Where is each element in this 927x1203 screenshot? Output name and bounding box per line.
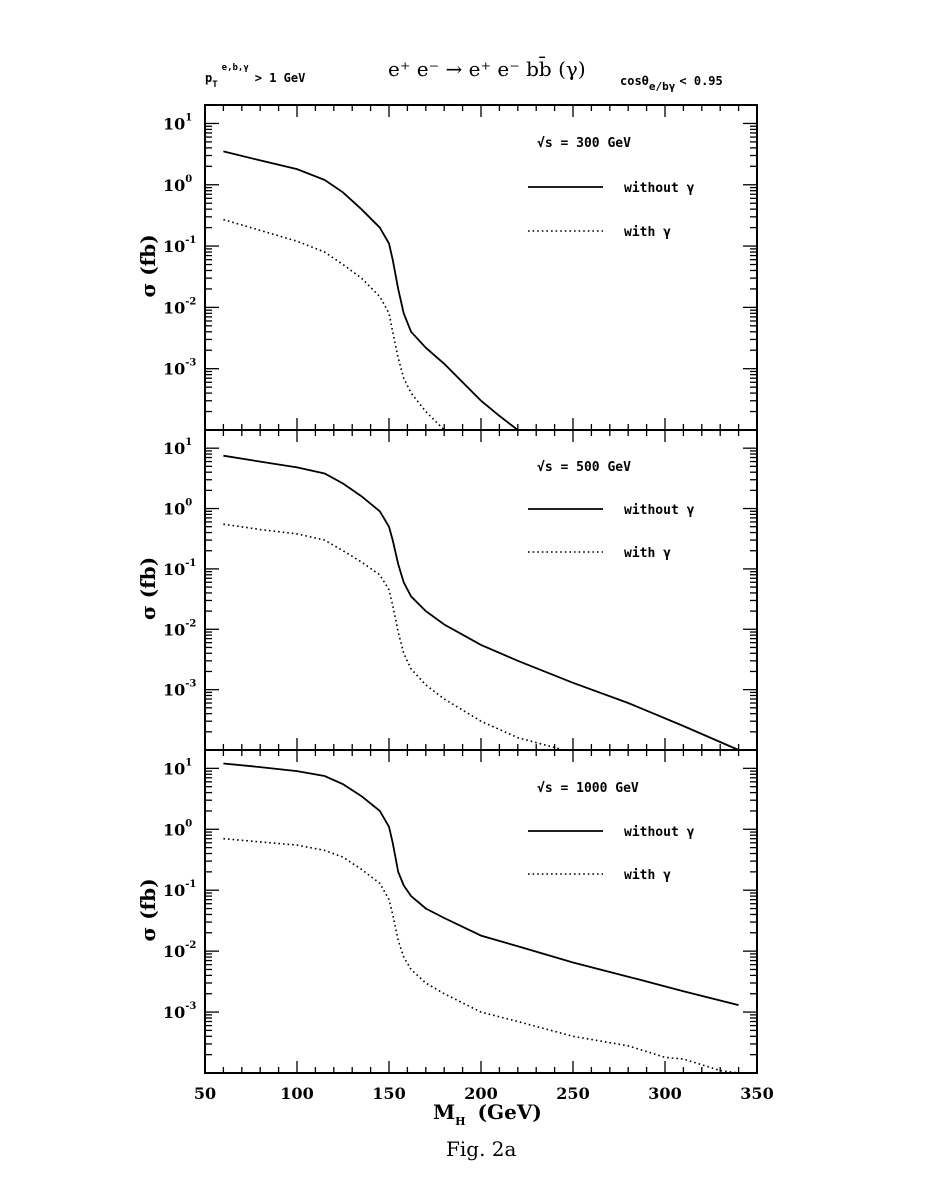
plot-frame	[205, 750, 757, 1073]
series-without-gamma-line	[223, 764, 738, 1006]
x-tick-label: 150	[372, 1084, 406, 1103]
y-tick-label-base: 10	[163, 759, 186, 779]
y-tick-label-base: 10	[163, 942, 186, 962]
y-tick-label-exp: -2	[185, 296, 197, 308]
y-tick-label-base: 10	[163, 820, 186, 840]
x-tick-label: 300	[648, 1084, 682, 1103]
chart-panel-1	[136, 105, 757, 430]
y-tick-label-exp: -2	[185, 940, 197, 952]
y-tick-label-exp: 1	[185, 112, 193, 124]
header-process: e⁺ e⁻ → e⁺ e⁻ bb̄ (γ)	[388, 57, 586, 81]
y-tick-label	[163, 235, 196, 256]
header-cut-right	[620, 74, 723, 93]
figure-caption: Fig. 2a	[446, 1137, 517, 1161]
legend-label: without γ	[624, 825, 695, 840]
y-tick-label-exp: -3	[185, 678, 197, 690]
legend-label: with γ	[624, 546, 671, 561]
y-tick-label-base: 10	[163, 114, 186, 134]
y-tick-label-base: 10	[163, 359, 186, 379]
x-tick-label: 250	[556, 1084, 590, 1103]
x-tick-label: 100	[280, 1084, 314, 1103]
y-tick-label	[163, 296, 196, 317]
x-tick-label: 200	[464, 1084, 498, 1103]
plot-frame	[205, 430, 757, 750]
legend-label: without γ	[624, 181, 695, 196]
y-tick-label	[163, 498, 192, 519]
x-axis-title-main: M	[433, 1100, 456, 1124]
y-tick-label-base: 10	[163, 175, 186, 195]
y-tick-label-base: 10	[163, 298, 186, 318]
x-axis-title-unit: (GeV)	[477, 1100, 542, 1124]
plot-frame	[205, 105, 757, 430]
y-tick-label	[163, 112, 192, 133]
y-tick-label	[163, 174, 192, 195]
legend-title: √s = 300 GeV	[537, 136, 631, 151]
y-tick-label	[163, 437, 192, 458]
y-axis-title: σ (fb)	[136, 234, 160, 298]
y-axis-title: σ (fb)	[136, 556, 160, 620]
x-axis-title	[433, 1100, 542, 1128]
y-tick-label-base: 10	[163, 439, 186, 459]
y-tick-label	[163, 618, 196, 639]
y-tick-label-base: 10	[163, 620, 186, 640]
header-cut-left-sub: T	[212, 80, 218, 90]
y-tick-label-exp: 0	[185, 818, 193, 830]
header-cut-left-value: > 1 GeV	[254, 71, 306, 85]
chart-panels	[136, 105, 774, 1103]
series-with-gamma-line	[223, 524, 563, 750]
series-with-gamma-line	[223, 220, 444, 430]
y-tick-label	[163, 940, 196, 961]
x-axis-title-sub: H	[455, 1115, 466, 1128]
header-cut-right-value: < 0.95	[679, 74, 723, 88]
y-tick-label	[163, 879, 196, 900]
y-tick-label-exp: -1	[185, 879, 197, 891]
x-tick-label: 350	[740, 1084, 774, 1103]
header-cut-left-main: p	[205, 71, 213, 85]
legend-label: with γ	[624, 868, 671, 883]
y-tick-label-base: 10	[163, 1003, 186, 1023]
y-tick-label-exp: 0	[185, 173, 193, 185]
legend-label: with γ	[624, 225, 671, 240]
y-tick-label-exp: 1	[185, 757, 193, 769]
legend-label: without γ	[624, 503, 695, 518]
y-tick-label	[163, 679, 196, 700]
y-tick-label	[163, 358, 196, 379]
y-tick-label-exp: 0	[185, 497, 193, 509]
y-tick-label	[163, 558, 196, 579]
y-tick-label-base: 10	[163, 499, 186, 519]
y-tick-label-base: 10	[163, 237, 186, 257]
header-cut-left	[205, 63, 305, 90]
y-tick-label-base: 10	[163, 881, 186, 901]
header-cut-right-main: cosθ	[620, 74, 649, 88]
y-tick-label-exp: -1	[185, 557, 197, 569]
legend-title: √s = 500 GeV	[537, 460, 631, 475]
header-cut-left-sup: e,b,γ	[221, 63, 249, 73]
y-tick-label-exp: -3	[185, 1001, 197, 1013]
chart-panel-3	[136, 750, 757, 1073]
y-tick-label-exp: 1	[185, 437, 193, 449]
y-axis-title: σ (fb)	[136, 878, 160, 942]
y-tick-label-exp: -2	[185, 618, 197, 630]
series-without-gamma-line	[223, 456, 738, 750]
y-tick-label	[163, 1001, 196, 1022]
y-tick-label-exp: -1	[185, 235, 197, 247]
x-tick-label: 50	[193, 1084, 217, 1103]
y-tick-label-exp: -3	[185, 357, 197, 369]
y-tick-label-base: 10	[163, 680, 186, 700]
y-tick-label	[163, 818, 192, 839]
header-cut-right-sub: e/bγ	[648, 80, 676, 93]
series-without-gamma-line	[223, 151, 517, 430]
y-tick-label-base: 10	[163, 559, 186, 579]
y-tick-label	[163, 757, 192, 778]
legend-title: √s = 1000 GeV	[537, 781, 639, 796]
chart-panel-2	[136, 430, 757, 750]
